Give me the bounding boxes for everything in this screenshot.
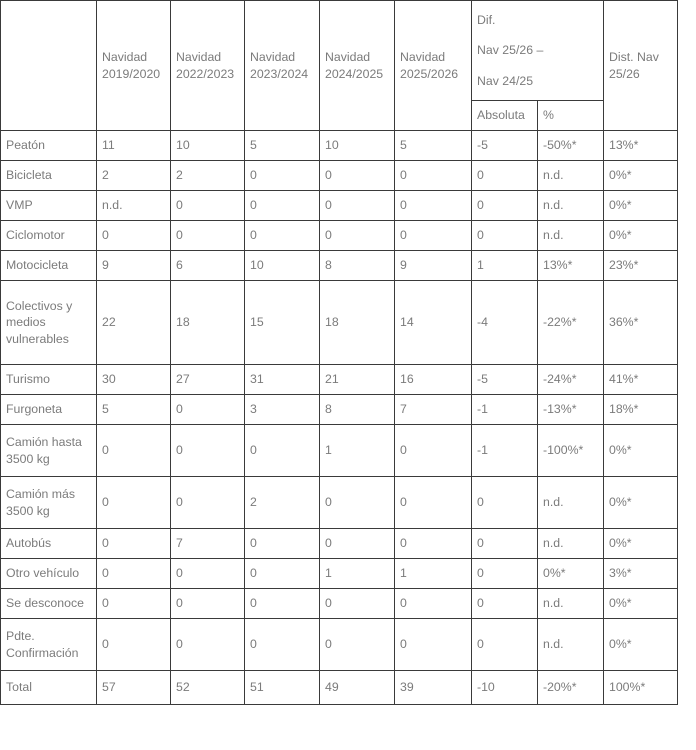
cell-dif-percent: n.d. [538,589,604,619]
header-row-primary [1,1,678,101]
cell-navidad-2023-2024: 31 [245,365,320,395]
cell-dif-percent: 0%* [538,559,604,589]
row-label: Total [1,671,97,705]
header-navidad-2024-2025: Navidad 2024/2025 [320,1,395,131]
row-label: Turismo [1,365,97,395]
cell-navidad-2023-2024: 3 [245,395,320,425]
row-label: Se desconoce [1,589,97,619]
table-row [1,395,678,425]
cell-dif-percent: n.d. [538,161,604,191]
cell-dist: 0%* [604,221,678,251]
cell-dif-percent: n.d. [538,529,604,559]
cell-dif-percent: -20%* [538,671,604,705]
row-label: Ciclomotor [1,221,97,251]
table-header [1,1,678,131]
cell-dist: 0%* [604,191,678,221]
header-corner-cell [1,1,97,131]
cell-dif-percent: n.d. [538,619,604,671]
cell-navidad-2022-2023: 7 [171,529,245,559]
header-dif-line-1: Dif. [477,12,496,27]
cell-navidad-2025-2026: 0 [395,425,472,477]
cell-navidad-2022-2023: 0 [171,619,245,671]
header-dif-percent: % [538,101,604,131]
cell-navidad-2024-2025: 8 [320,395,395,425]
header-distribucion-nav-25-26: Dist. Nav 25/26 [604,1,678,131]
row-label: Motocicleta [1,251,97,281]
cell-navidad-2025-2026: 0 [395,529,472,559]
cell-navidad-2023-2024: 15 [245,281,320,365]
row-label: Pdte. Confirmación [1,619,97,671]
row-label: Otro vehículo [1,559,97,589]
cell-dif-absoluta: 1 [472,251,538,281]
cell-navidad-2019-2020: 11 [97,131,171,161]
cell-navidad-2023-2024: 0 [245,559,320,589]
cell-dif-absoluta: -5 [472,365,538,395]
cell-dif-absoluta: -1 [472,395,538,425]
cell-dif-percent: n.d. [538,477,604,529]
cell-navidad-2019-2020: n.d. [97,191,171,221]
cell-navidad-2025-2026: 0 [395,619,472,671]
cell-navidad-2024-2025: 1 [320,559,395,589]
cell-dif-absoluta: -5 [472,131,538,161]
cell-navidad-2024-2025: 0 [320,191,395,221]
cell-navidad-2019-2020: 0 [97,529,171,559]
cell-dif-absoluta: 0 [472,191,538,221]
cell-dist: 0%* [604,589,678,619]
cell-navidad-2022-2023: 27 [171,365,245,395]
cell-dist: 3%* [604,559,678,589]
cell-dif-percent: 13%* [538,251,604,281]
cell-navidad-2022-2023: 0 [171,477,245,529]
cell-dist: 0%* [604,425,678,477]
cell-navidad-2019-2020: 0 [97,589,171,619]
header-navidad-2022-2023: Navidad 2022/2023 [171,1,245,131]
table-row [1,161,678,191]
cell-navidad-2023-2024: 0 [245,425,320,477]
header-dif-line-3: Nav 24/25 [477,73,534,88]
cell-dist: 0%* [604,161,678,191]
cell-navidad-2022-2023: 0 [171,191,245,221]
cell-dif-absoluta: -4 [472,281,538,365]
cell-dist: 23%* [604,251,678,281]
cell-navidad-2024-2025: 1 [320,425,395,477]
cell-navidad-2023-2024: 5 [245,131,320,161]
cell-dist: 0%* [604,477,678,529]
header-navidad-2025-2026: Navidad 2025/2026 [395,1,472,131]
cell-dif-percent: -24%* [538,365,604,395]
row-label: Camión hasta 3500 kg [1,425,97,477]
cell-navidad-2023-2024: 2 [245,477,320,529]
cell-dist: 0%* [604,619,678,671]
table-row [1,191,678,221]
table-row [1,281,678,365]
row-label: Colectivos y medios vulnerables [1,281,97,365]
cell-navidad-2019-2020: 30 [97,365,171,395]
header-dif-line-2: Nav 25/26 – [477,43,544,58]
cell-navidad-2024-2025: 0 [320,221,395,251]
cell-navidad-2019-2020: 22 [97,281,171,365]
cell-navidad-2024-2025: 21 [320,365,395,395]
cell-navidad-2025-2026: 9 [395,251,472,281]
cell-dist: 41%* [604,365,678,395]
cell-dif-percent: n.d. [538,191,604,221]
table-row [1,131,678,161]
header-diferencia-group [472,1,604,101]
row-label: Bicicleta [1,161,97,191]
row-label: Furgoneta [1,395,97,425]
cell-navidad-2022-2023: 0 [171,589,245,619]
header-dif-absoluta: Absoluta [472,101,538,131]
cell-dif-absoluta: 0 [472,529,538,559]
cell-navidad-2023-2024: 10 [245,251,320,281]
cell-navidad-2024-2025: 0 [320,477,395,529]
table-row [1,365,678,395]
cell-dif-absoluta: -10 [472,671,538,705]
cell-navidad-2025-2026: 7 [395,395,472,425]
cell-navidad-2024-2025: 0 [320,161,395,191]
cell-navidad-2023-2024: 0 [245,589,320,619]
cell-dif-percent: -13%* [538,395,604,425]
cell-dif-absoluta: 0 [472,559,538,589]
table-row [1,425,678,477]
cell-navidad-2019-2020: 0 [97,221,171,251]
table-row [1,221,678,251]
table-row [1,477,678,529]
cell-navidad-2022-2023: 0 [171,425,245,477]
cell-navidad-2024-2025: 8 [320,251,395,281]
cell-navidad-2024-2025: 0 [320,589,395,619]
cell-navidad-2019-2020: 5 [97,395,171,425]
cell-navidad-2023-2024: 0 [245,619,320,671]
cell-navidad-2025-2026: 14 [395,281,472,365]
cell-dif-percent: -50%* [538,131,604,161]
cell-navidad-2022-2023: 6 [171,251,245,281]
cell-navidad-2025-2026: 0 [395,589,472,619]
cell-navidad-2023-2024: 0 [245,529,320,559]
cell-navidad-2019-2020: 0 [97,425,171,477]
cell-navidad-2022-2023: 18 [171,281,245,365]
cell-dif-absoluta: 0 [472,619,538,671]
table-body [1,131,678,705]
cell-navidad-2019-2020: 9 [97,251,171,281]
row-label: Autobús [1,529,97,559]
cell-dif-absoluta: -1 [472,425,538,477]
cell-navidad-2024-2025: 0 [320,529,395,559]
cell-navidad-2022-2023: 2 [171,161,245,191]
cell-navidad-2025-2026: 0 [395,221,472,251]
cell-navidad-2019-2020: 2 [97,161,171,191]
table-row [1,529,678,559]
table-row-total [1,671,678,705]
header-navidad-2019-2020: Navidad 2019/2020 [97,1,171,131]
cell-navidad-2024-2025: 18 [320,281,395,365]
cell-navidad-2023-2024: 0 [245,161,320,191]
table-row [1,251,678,281]
cell-navidad-2019-2020: 0 [97,559,171,589]
cell-navidad-2023-2024: 51 [245,671,320,705]
cell-navidad-2022-2023: 0 [171,221,245,251]
cell-dist: 36%* [604,281,678,365]
table-row [1,619,678,671]
cell-dif-absoluta: 0 [472,161,538,191]
cell-dif-absoluta: 0 [472,589,538,619]
cell-navidad-2019-2020: 0 [97,619,171,671]
row-label: Camión más 3500 kg [1,477,97,529]
cell-dist: 18%* [604,395,678,425]
cell-navidad-2025-2026: 5 [395,131,472,161]
cell-navidad-2022-2023: 52 [171,671,245,705]
row-label: Peatón [1,131,97,161]
cell-navidad-2025-2026: 39 [395,671,472,705]
cell-navidad-2025-2026: 16 [395,365,472,395]
cell-dist: 13%* [604,131,678,161]
cell-dif-absoluta: 0 [472,221,538,251]
cell-navidad-2024-2025: 0 [320,619,395,671]
cell-dif-absoluta: 0 [472,477,538,529]
cell-navidad-2025-2026: 0 [395,161,472,191]
cell-navidad-2025-2026: 0 [395,191,472,221]
table-row [1,589,678,619]
cell-dif-percent: n.d. [538,221,604,251]
cell-navidad-2023-2024: 0 [245,191,320,221]
cell-navidad-2019-2020: 57 [97,671,171,705]
cell-navidad-2022-2023: 10 [171,131,245,161]
cell-dist: 100%* [604,671,678,705]
cell-navidad-2022-2023: 0 [171,559,245,589]
cell-dif-percent: -22%* [538,281,604,365]
cell-navidad-2024-2025: 49 [320,671,395,705]
cell-navidad-2023-2024: 0 [245,221,320,251]
cell-navidad-2019-2020: 0 [97,477,171,529]
cell-dif-percent: -100%* [538,425,604,477]
header-navidad-2023-2024: Navidad 2023/2024 [245,1,320,131]
cell-navidad-2025-2026: 1 [395,559,472,589]
cell-navidad-2025-2026: 0 [395,477,472,529]
cell-dist: 0%* [604,529,678,559]
row-label: VMP [1,191,97,221]
cell-navidad-2024-2025: 10 [320,131,395,161]
cell-navidad-2022-2023: 0 [171,395,245,425]
table-row [1,559,678,589]
